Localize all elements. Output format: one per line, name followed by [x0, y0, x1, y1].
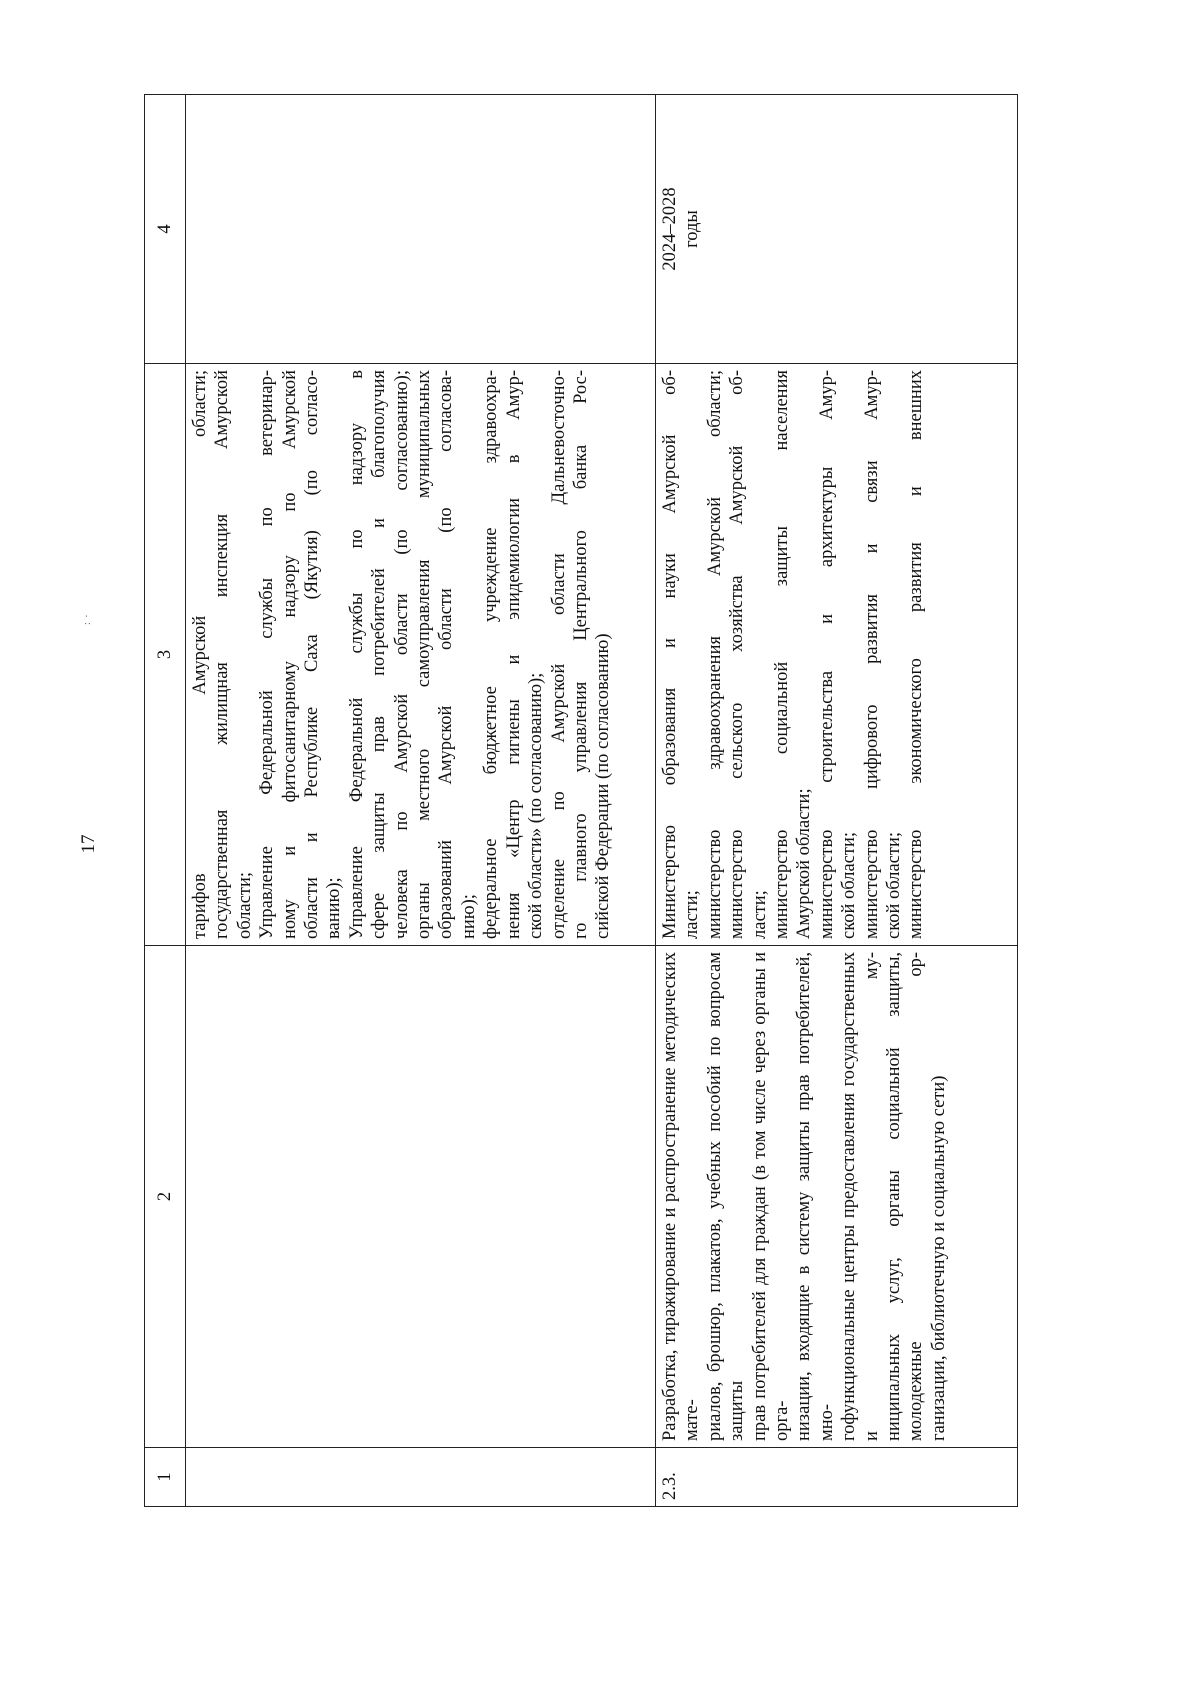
term-years: 2024–2028 — [660, 187, 680, 271]
executors-line: Министерство образования и науки Амурской об- — [660, 370, 680, 939]
action-line: гофункциональные центры предоставления государственных и му- — [839, 952, 882, 1441]
executors-line: нения «Центр гигиены и эпидемиологии в Амур- — [503, 370, 524, 939]
executors-line: министерство строительства и архитектуры Амур- — [816, 370, 837, 939]
action-line: низации, входящие в систему защиты прав потребителей, мно- — [794, 952, 837, 1441]
executors-line: ской области; — [884, 831, 905, 939]
executors-line: ласти; — [682, 890, 703, 939]
executors-line: ванию); — [324, 877, 345, 939]
action-line: прав потребителей для граждан (в том числе через органы и орга- — [749, 952, 793, 1441]
executors-line: министерство здравоохранения Амурской области; — [704, 370, 725, 939]
executors-cell — [186, 364, 656, 946]
executors-cell — [656, 364, 1018, 946]
executors-line: федеральное бюджетное учреждение здравоохра- — [481, 370, 502, 939]
executors-line: министерство цифрового развития и связи Амур- — [861, 370, 882, 939]
header-col-4: 4 — [145, 95, 186, 364]
executors-line: ласти; — [749, 890, 770, 939]
activities-table — [144, 94, 1018, 1507]
executors-line: отделение по Амурской области Дальневосточно- — [548, 370, 569, 939]
executors-line: человека по Амурской области (по согласованию); — [391, 370, 412, 939]
executors-line: ному и фитосанитарному надзору по Амурской — [279, 370, 300, 939]
scan-specks: : · — [82, 613, 93, 625]
action-cell — [186, 946, 656, 1448]
executors-line: Управление Федеральной службы по ветеринар- — [257, 370, 278, 939]
executors-line: министерство экономического развития и внешних — [906, 370, 927, 939]
executors-line: ской области» (по согласованию); — [526, 672, 547, 939]
table-header-row — [145, 95, 186, 1507]
term-cell — [186, 95, 656, 364]
executors-line: органы местного самоуправления муниципальных — [414, 370, 435, 939]
executors-line: ской области; — [839, 831, 860, 939]
executors-line: министерство сельского хозяйства Амурской об- — [727, 370, 748, 939]
executors-line: министерство социальной защиты населения — [772, 370, 793, 939]
row-number-cell — [186, 1448, 656, 1507]
action-line: ганизации, библиотечную и социальную сети) — [928, 1075, 949, 1441]
executors-line: нию); — [458, 894, 479, 939]
page-number: 17 — [78, 834, 99, 854]
table-row — [656, 95, 1018, 1507]
executors-line: тарифов Амурской области; — [190, 370, 210, 939]
executors-line: Управление Федеральной службы по надзору в — [346, 370, 367, 939]
executors-line: области; — [234, 872, 255, 939]
header-col-1: 1 — [145, 1448, 186, 1507]
executors-line: го главного управления Центрального банка Рос- — [570, 370, 591, 939]
table-row — [186, 95, 656, 1507]
action-cell — [656, 946, 1018, 1448]
action-line: риалов, брошюр, плакатов, учебных пособий по вопросам защиты — [704, 952, 748, 1441]
executors-line: государственная жилищная инспекция Амурской — [212, 370, 233, 939]
executors-line: сийской Федерации (по согласованию) — [593, 633, 614, 939]
executors-line: сфере защиты прав потребителей и благополучия — [369, 370, 390, 939]
term-label: годы — [682, 210, 703, 248]
executors-line: Амурской области; — [794, 788, 815, 939]
term-cell — [656, 95, 1018, 364]
executors-line: области и Республике Саха (Якутия) (по согласо- — [302, 370, 323, 939]
header-col-2: 2 — [145, 946, 186, 1448]
action-line: Разработка, тиражирование и распространение методических мате- — [660, 952, 703, 1441]
action-line: ниципальных услуг, органы социальной защиты, молодежные ор- — [884, 952, 927, 1441]
executors-line: образований Амурской области (по согласова- — [436, 370, 457, 939]
header-col-3: 3 — [145, 364, 186, 946]
row-number-cell: 2.3. — [656, 1448, 1018, 1507]
rotated-table-wrapper — [144, 95, 1018, 1507]
